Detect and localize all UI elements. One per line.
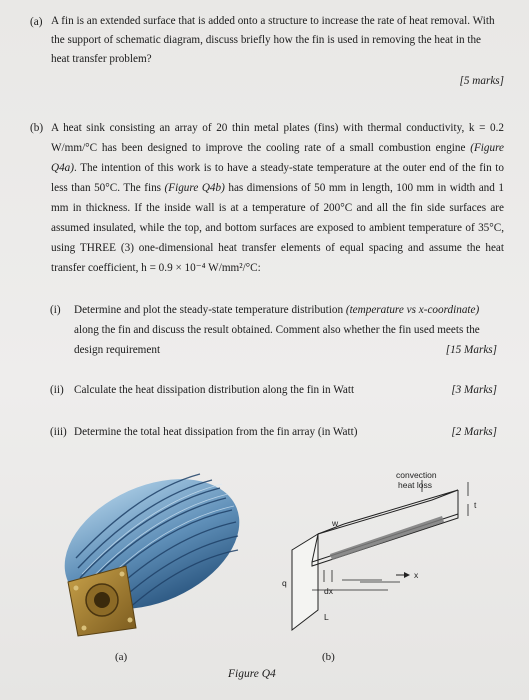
diagram-label-length: L [324, 612, 329, 622]
diagram-label-dx: dx [324, 586, 333, 596]
sub-question-i-number: (i) [50, 304, 61, 316]
figure-ref-q4b: (Figure Q4b) [164, 182, 225, 194]
sub-question-ii-text: Calculate the heat dissipation distribution along the fin in Watt [74, 384, 355, 396]
sub-question-ii-number: (ii) [50, 384, 64, 396]
question-b-text-part-3: has dimensions of 50 mm in length, 100 mm in width and 1 mm in thickness. If the inside wall is at a temperature of 200°C and all the fin side surfaces are assumed insulated, while the top, and bottom surfaces are exposed to ambient temperature of 35°C, using THREE (3) one-dimensional heat transfer elements of equal spacing and assume the heat transfer coefficient, h = 0.9 × 10⁻⁴ W/mm²/°C: [51, 182, 504, 274]
sub-question-i-text-part-2: along the fin and discuss the result obtained. Comment also whether the fin used meets the design requirement [74, 324, 480, 356]
fin-schematic-diagram [272, 470, 512, 640]
diagram-label-heat-loss: heat loss [398, 480, 433, 490]
sub-question-iii-marks: [2 Marks] [451, 426, 497, 438]
sub-question-ii-marks: [3 Marks] [451, 384, 497, 396]
figure-b-label: (b) [322, 651, 335, 663]
sub-question-iii-number: (iii) [50, 426, 67, 438]
sub-question-i-marks: [15 Marks] [445, 344, 497, 356]
engine-heat-sink-image [40, 458, 250, 638]
question-a-text: A fin is an extended surface that is added onto a structure to increase the rate of heat removal. With the support of schematic diagram, discuss briefly how the fin is used in removing the heat in the heat transfer problem? [51, 15, 495, 65]
figure-caption: Figure Q4 [228, 668, 276, 680]
sub-question-iii-text: Determine the total heat dissipation from the fin array (in Watt) [74, 426, 358, 438]
diagram-label-x: x [414, 570, 419, 580]
sub-question-i-text-part-1: Determine and plot the steady-state temperature distribution [74, 304, 346, 316]
question-b-text-part-2: . The intention of this work is to have a steady-state temperature at the outer end of the fin to less than 50°C. The fins [51, 162, 504, 194]
figure-ref-q4a: (Figure Q4a) [51, 142, 504, 174]
figure-a-label: (a) [115, 651, 128, 663]
question-a-label: (a) [30, 16, 43, 28]
question-b-text [51, 118, 504, 278]
sub-question-i-italic: (temperature vs x-coordinate) [345, 304, 480, 316]
diagram-label-q: q [282, 578, 287, 588]
question-b-label: (b) [30, 122, 44, 134]
question-a-marks: [5 marks] [459, 75, 504, 87]
diagram-label-w: w [332, 518, 339, 528]
question-b-text-part-1: A heat sink consisting an array of 20 thin metal plates (fins) with thermal conductivity, k = 0.2 W/mm/°C has been designed to improve the cooling rate of a small combustion engine [51, 122, 504, 154]
sub-question-i-text [74, 300, 494, 360]
diagram-label-convection: convection [396, 470, 437, 480]
diagram-label-t: t [474, 500, 477, 510]
